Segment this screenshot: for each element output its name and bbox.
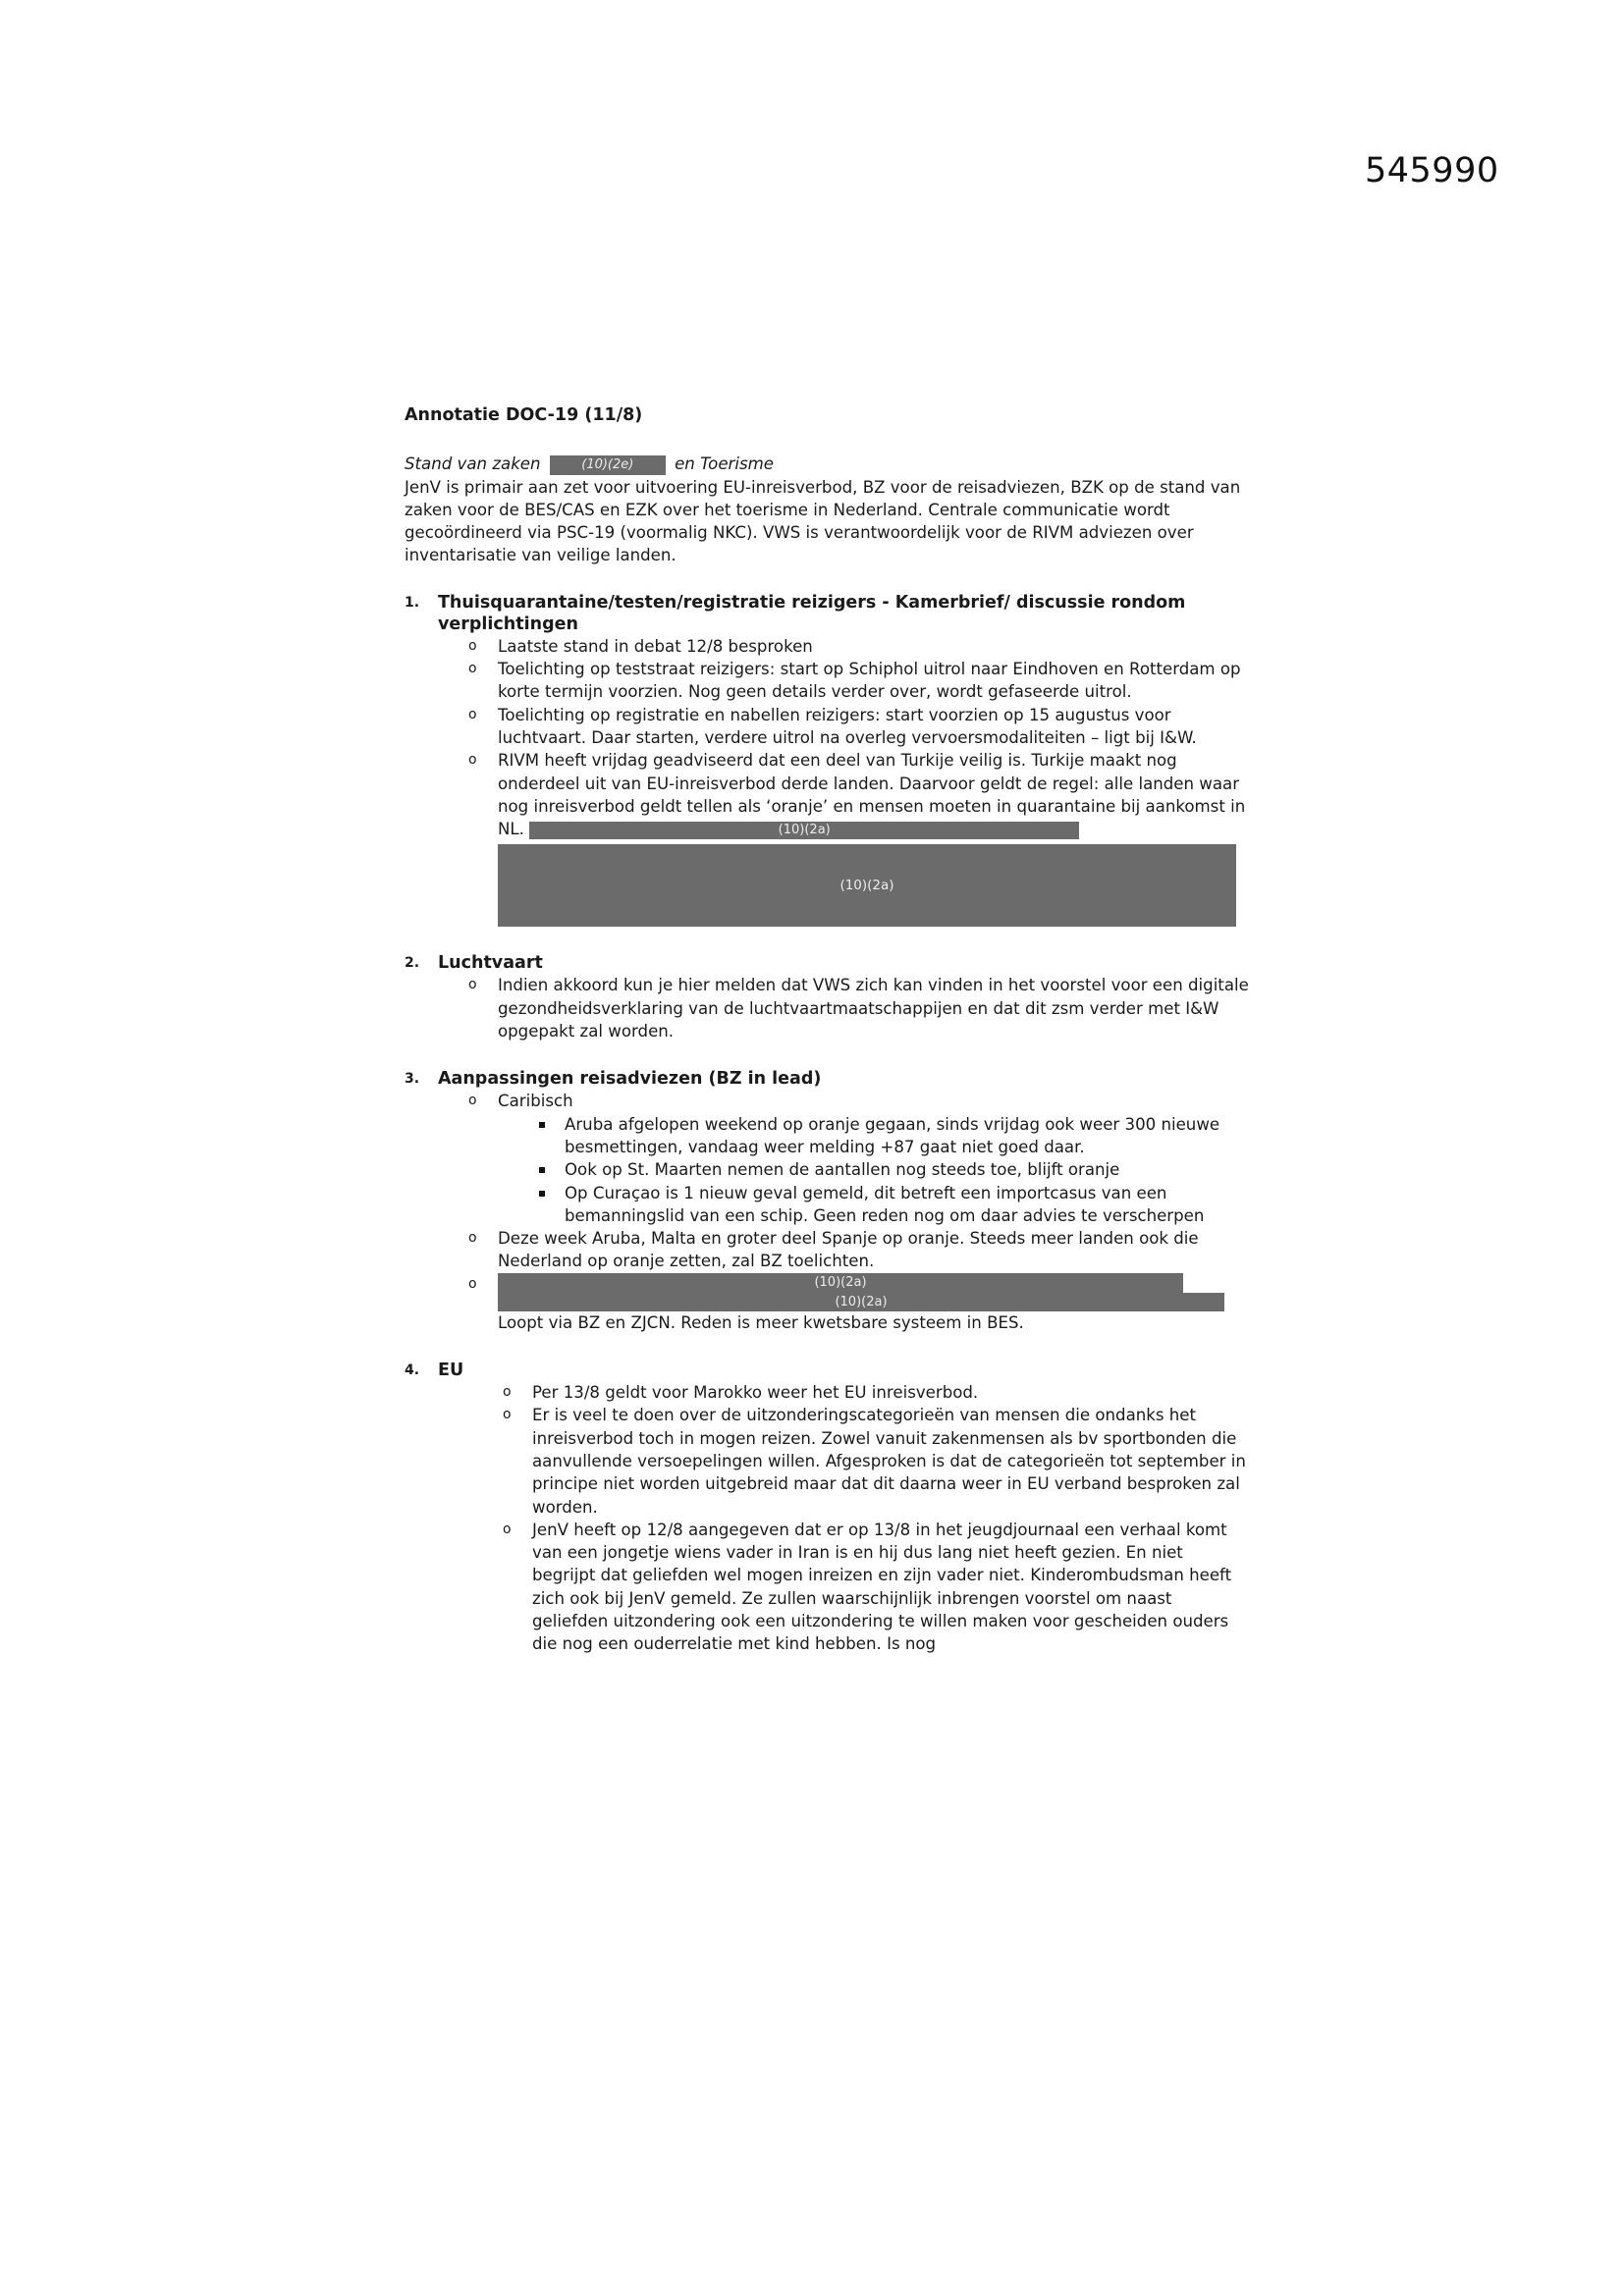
list-item: o Indien akkoord kun je hier melden dat VWS zich kan vinden in het voorstel voor een digitale gezondheidsverklaring van de luchtvaartmaatschappijen en dat dit zsm verder met I&W opgepakt zal worden. bbox=[498, 974, 1249, 1042]
section-title: Thuisquarantaine/testen/registratie reizigers - Kamerbrief/ discussie rondom verplichtingen bbox=[438, 592, 1186, 634]
redaction-box: o (10)(2a) bbox=[498, 1273, 1183, 1293]
intro-heading bbox=[405, 453, 1249, 475]
caribisch-label: Caribisch bbox=[498, 1092, 573, 1111]
sub-list-item: Op Curaçao is 1 nieuw geval gemeld, dit betreft een importcasus van een bemanningslid van een schip. Geen reden nog om daar advies te verscherpen bbox=[565, 1182, 1249, 1228]
list-item: o JenV heeft op 12/8 aangegeven dat er op 13/8 in het jeugdjournaal een verhaal komt van een jongetje wiens vader in Iran is en hij dus lang niet heeft gezien. En niet begrijpt dat geliefden wel mogen inreizen en zijn vader niet. Kinderombudsman heeft zich ook bij JenV gemeld. Ze zullen waarschijnlijk inbrengen voorstel om naast geliefden uitzondering ook een uitzondering te willen maken voor gescheiden ouders die nog een ouderrelatie met kind hebben. Is nog bbox=[532, 1519, 1249, 1656]
list-item: o Toelichting op registratie en nabellen reizigers: start voorzien op 15 augustus voor luchtvaart. Daar starten, verdere uitrol na overleg vervoersmodaliteiten – ligt bij I&W. bbox=[498, 704, 1249, 750]
section-3 bbox=[405, 1068, 1249, 1334]
list-item bbox=[498, 1090, 1249, 1227]
section-title: Aanpassingen reisadviezen (BZ in lead) bbox=[438, 1069, 822, 1090]
list-item: o Er is veel te doen over de uitzonderingscategorieën van mensen die ondanks het inreisverbod toch in mogen reizen. Zowel vanuit zakenmensen als bv sportbonden die aanvullende versoepelingen willen. Afgesproken is dat de categorieën tot september in principe niet worden uitgebreid maar dat dit daarna weer in EU verband besproken zal worden. bbox=[532, 1404, 1249, 1518]
redaction-box: (10)(2a) bbox=[529, 822, 1079, 839]
section-1 bbox=[405, 592, 1249, 928]
redaction-block: (10)(2a) bbox=[498, 844, 1236, 927]
section-4 bbox=[405, 1360, 1249, 1656]
list-item bbox=[498, 749, 1249, 840]
spacer bbox=[405, 1042, 1249, 1068]
redaction-box: (10)(2e) bbox=[550, 455, 666, 475]
document-body bbox=[405, 404, 1249, 1656]
redaction-block-wrap bbox=[405, 844, 1249, 927]
intro-heading-post: en Toerisme bbox=[675, 454, 774, 474]
section-number: 1. bbox=[405, 594, 420, 611]
redaction-box: (10)(2a) bbox=[498, 1293, 1224, 1311]
list-item-text: RIVM heeft vrijdag geadviseerd dat een deel van Turkije veilig is. Turkije maakt nog onderdeel uit van EU-inreisverbod derde landen. Daarvoor geldt de regel: alle landen waar nog inreisverbod geldt tellen als ‘oranje’ en mensen moeten in quarantaine bij aankomst in NL. bbox=[498, 751, 1246, 839]
section-number: 3. bbox=[405, 1071, 420, 1088]
section-list bbox=[405, 1090, 1249, 1334]
section-title: Luchtvaart bbox=[438, 953, 543, 974]
sub-list-item: Ook op St. Maarten nemen de aantallen nog steeds toe, blijft oranje bbox=[565, 1158, 1249, 1181]
section-list bbox=[405, 974, 1249, 1042]
list-item bbox=[498, 1273, 1249, 1334]
spacer bbox=[405, 927, 1249, 952]
section-list bbox=[405, 1381, 1249, 1656]
list-item: o Toelichting op teststraat reizigers: start op Schiphol uitrol naar Eindhoven en Rotterdam op korte termijn voorzien. Nog geen details verder over, wordt gefaseerde uitrol. bbox=[498, 658, 1249, 704]
section-list bbox=[405, 635, 1249, 841]
list-item-text: Loopt via BZ en ZJCN. Reden is meer kwetsbare systeem in BES. bbox=[498, 1312, 1024, 1332]
list-item: o Deze week Aruba, Malta en groter deel Spanje op oranje. Steeds meer landen ook die Nederland op oranje zetten, zal BZ toelichten. bbox=[498, 1227, 1249, 1273]
section-number: 4. bbox=[405, 1362, 420, 1379]
intro-heading-pre: Stand van zaken bbox=[405, 454, 541, 474]
document-title: Annotatie DOC-19 (11/8) bbox=[405, 405, 643, 425]
spacer bbox=[405, 1334, 1249, 1360]
list-item: o Laatste stand in debat 12/8 besproken bbox=[498, 635, 1249, 658]
list-item: o Per 13/8 geldt voor Marokko weer het EU inreisverbod. bbox=[532, 1381, 1249, 1404]
sub-list-item: Aruba afgelopen weekend op oranje gegaan, sinds vrijdag ook weer 300 nieuwe besmettingen, vandaag weer melding +87 gaat niet goed daar. bbox=[565, 1113, 1249, 1159]
sub-list bbox=[498, 1113, 1249, 1227]
intro-paragraph: JenV is primair aan zet voor uitvoering EU-inreisverbod, BZ voor de reisadviezen, BZK op de stand van zaken voor de BES/CAS en EZK over het toerisme in Nederland. Centrale communicatie wordt gecoördineerd via PSC-19 (voormalig NKC). VWS is verantwoordelijk voor de RIVM adviezen over inventarisatie van veilige landen. bbox=[405, 477, 1241, 565]
section-2 bbox=[405, 952, 1249, 1042]
section-title: EU bbox=[438, 1361, 464, 1381]
document-number: 545990 bbox=[1365, 151, 1499, 190]
section-number: 2. bbox=[405, 955, 420, 972]
